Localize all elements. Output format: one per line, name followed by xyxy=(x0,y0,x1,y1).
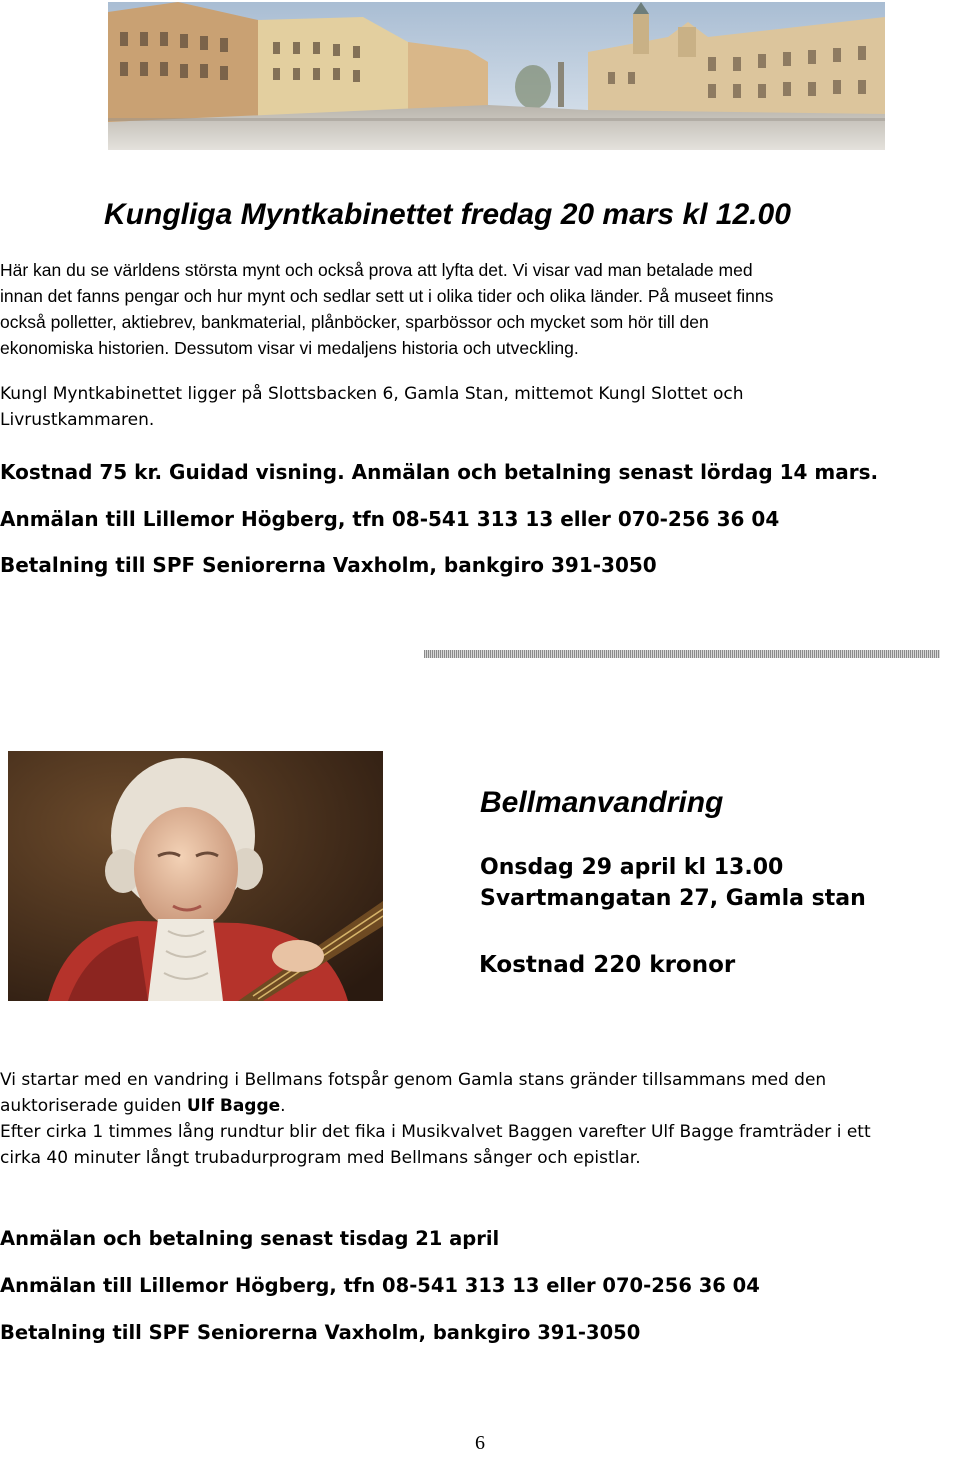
section-divider xyxy=(424,650,940,658)
event1-location xyxy=(0,381,960,433)
text-line: cirka 40 minuter långt trubadurprogram med Bellmans sånger och epistlar. xyxy=(0,1148,641,1168)
event2-title: Bellmanvandring xyxy=(480,786,724,819)
text-span: . xyxy=(280,1096,286,1116)
event2-place: Svartmangatan 27, Gamla stan xyxy=(480,886,866,911)
event1-contact: Anmälan till Lillemor Högberg, tfn 08-541 313 13 eller 070-256 36 04 xyxy=(0,507,780,531)
text-span: auktoriserade guiden xyxy=(0,1096,187,1116)
page-number: 6 xyxy=(475,1432,485,1454)
event2-cost: Kostnad 220 kronor xyxy=(479,952,736,978)
text-line xyxy=(0,1093,960,1119)
text-line: Efter cirka 1 timmes lång rundtur blir det fika i Musikvalvet Baggen varefter Ulf Bagge framträder i ett xyxy=(0,1122,871,1142)
guide-name: Ulf Bagge xyxy=(186,1096,281,1116)
event2-contact: Anmälan till Lillemor Högberg, tfn 08-541 313 13 eller 070-256 36 04 xyxy=(0,1274,760,1297)
text-line: ekonomiska historien. Dessutom visar vi medaljens historia och utveckling. xyxy=(0,338,579,358)
bellman-portrait xyxy=(8,751,383,1001)
text-line: Kungl Myntkabinettet ligger på Slottsbacken 6, Gamla Stan, mittemot Kungl Slottet och xyxy=(0,384,744,404)
event2-date: Onsdag 29 april kl 13.00 xyxy=(480,855,784,880)
event1-cost: Kostnad 75 kr. Guidad visning. Anmälan och betalning senast lördag 14 mars. xyxy=(0,460,879,484)
event1-title: Kungliga Myntkabinettet fredag 20 mars kl 12.00 xyxy=(104,198,791,231)
text-line: Här kan du se världens största mynt och också prova att lyfta det. Vi visar vad man betalade med xyxy=(0,260,753,280)
event1-description xyxy=(0,257,960,361)
event2-deadline: Anmälan och betalning senast tisdag 21 april xyxy=(0,1227,500,1250)
event1-payment: Betalning till SPF Seniorerna Vaxholm, bankgiro 391-3050 xyxy=(0,553,657,577)
text-line: innan det fanns pengar och hur mynt och sedlar sett ut i olika tider och olika länder. På museet finns xyxy=(0,286,774,306)
header-photo xyxy=(108,2,885,150)
event2-payment: Betalning till SPF Seniorerna Vaxholm, bankgiro 391-3050 xyxy=(0,1321,641,1344)
event2-description xyxy=(0,1067,960,1171)
text-line: Livrustkammaren. xyxy=(0,410,155,430)
text-line: också polletter, aktiebrev, bankmaterial, plånböcker, sparbössor och mycket som hör till den xyxy=(0,312,709,332)
text-line: Vi startar med en vandring i Bellmans fotspår genom Gamla stans gränder tillsammans med den xyxy=(0,1070,827,1090)
